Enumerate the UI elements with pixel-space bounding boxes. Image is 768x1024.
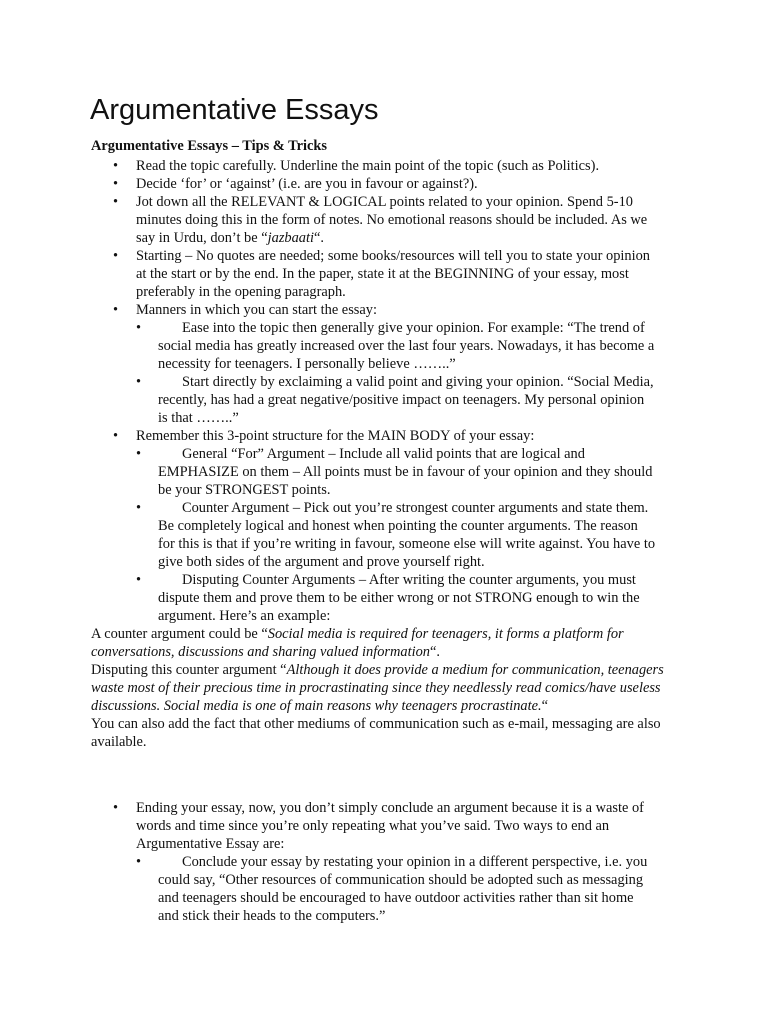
text-run: “. — [314, 230, 325, 246]
tips-section — [0, 157, 768, 751]
text-run: Jot down all the RELEVANT & LOGICAL points related to your opinion. Spend 5-10 minutes doing this in the form of notes. No emotional reasons should be included. As we say in Urdu, don’t be “ — [136, 194, 648, 246]
list-item: • Decide ‘for’ or ‘against’ (i.e. are you in favour or against?). — [0, 175, 655, 193]
ending-section — [0, 799, 768, 925]
text-run: “ — [541, 698, 548, 714]
example-counter-argument — [0, 625, 665, 661]
list-item: • Starting – No quotes are needed; some books/resources will tell you to state your opinion at the start or by the end. In the paper, state it at the BEGINNING of your essay, most preferably in the opening paragraph. — [0, 247, 655, 301]
list-item-text: Manners in which you can start the essay: — [136, 302, 377, 318]
ending-list — [0, 799, 768, 925]
example-dispute — [0, 661, 665, 715]
text-run: “. — [429, 644, 440, 660]
sub-list — [0, 319, 655, 427]
section-heading: Argumentative Essays – Tips & Tricks — [91, 138, 328, 154]
italic-word: jazbaati — [267, 230, 315, 246]
text-run: Disputing this counter argument “ — [91, 662, 287, 678]
italic-quote: Although it does provide a medium for communication, teenagers waste most of their precious time in procrastinating since they needlessly read comics/have useless discussions. Social media is one of main reasons why teenagers procrastinate. — [91, 662, 664, 714]
sub-list-item: • General “For” Argument – Include all valid points that are logical and EMPHASIZE on them – All points must be in favour of your opinion and they should be your STRONGEST points. — [0, 445, 655, 499]
list-item — [0, 193, 655, 247]
list-item: • Read the topic carefully. Underline the main point of the topic (such as Politics). — [0, 157, 655, 175]
sub-list-item: • Ease into the topic then generally give your opinion. For example: “The trend of social media has greatly increased over the last four years. Nowadays, it has become a necessity for teenagers. I personally believe ……..” — [0, 319, 655, 373]
sub-list-item: • Start directly by exclaiming a valid point and giving your opinion. “Social Media, recently, has had a great negative/positive impact on teenagers. My personal opinion is that ……..” — [0, 373, 655, 427]
italic-quote: Social media is required for teenagers, it forms a platform for conversations, discussions and sharing valued information — [91, 626, 624, 660]
list-item — [0, 799, 655, 925]
sub-list-item: • Disputing Counter Arguments – After writing the counter arguments, you must dispute them and prove them to be either wrong or not STRONG enough to win the argument. Here’s an example: — [0, 571, 655, 625]
sub-list — [0, 853, 655, 925]
sub-list-item: • Conclude your essay by restating your opinion in a different perspective, i.e. you could say, “Other resources of communication should be adopted such as messaging and teenagers should be encouraged to have outdoor activities rather than sit home and stick their heads to the computers.” — [0, 853, 655, 925]
list-item — [0, 427, 655, 625]
note-paragraph: You can also add the fact that other mediums of communication such as e-mail, messaging are also available. — [91, 716, 661, 750]
text-run: A counter argument could be “ — [91, 626, 268, 642]
page-title: Argumentative Essays — [90, 94, 379, 126]
list-item-text: Remember this 3-point structure for the MAIN BODY of your essay: — [136, 428, 535, 444]
sub-list-item: • Counter Argument – Pick out you’re strongest counter arguments and state them. Be completely logical and honest when pointing the counter arguments. The reason for this is that if you’re writing in favour, someone else will write against. You have to give both sides of the argument and prove yourself right. — [0, 499, 655, 571]
list-item — [0, 301, 655, 427]
list-item-text: Ending your essay, now, you don’t simply conclude an argument because it is a waste of words and time since you’re only repeating what you’ve said. Two ways to end an Argumentative Essay are: — [136, 800, 644, 852]
tips-list — [0, 157, 768, 625]
sub-list — [0, 445, 655, 625]
